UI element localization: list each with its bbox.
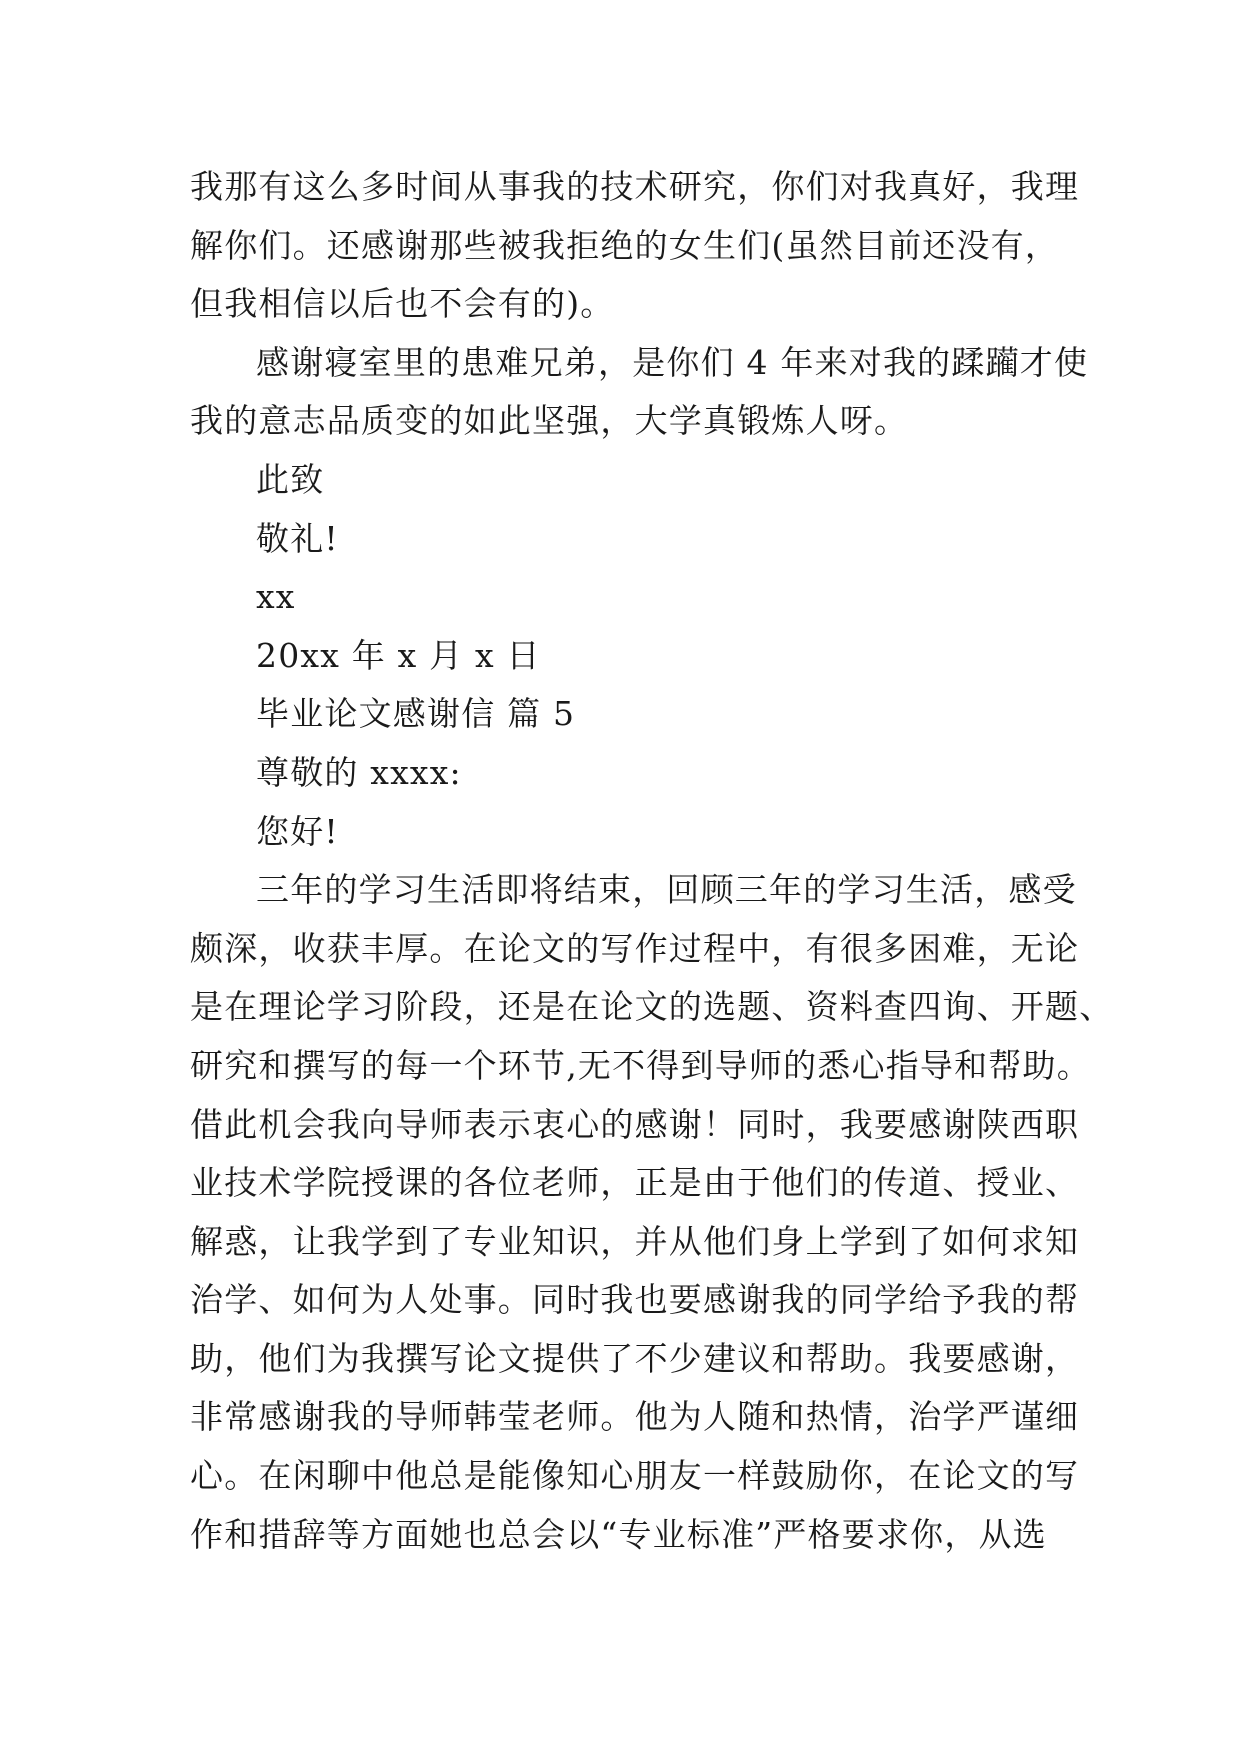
- text-line: 业技术学院授课的各位老师，正是由于他们的传道、授业、: [190, 1163, 1080, 1203]
- text-line: 颇深，收获丰厚。在论文的写作过程中，有很多困难，无论: [190, 928, 1080, 968]
- paragraph-start-line: 三年的学习生活即将结束，回顾三年的学习生活，感受: [256, 870, 1077, 910]
- paragraph-start-line: 感谢寝室里的患难兄弟，是你们 4 年来对我的蹂躏才使: [256, 342, 1089, 382]
- text-line: 但我相信以后也不会有的)。: [190, 284, 615, 324]
- text-line: 解你们。还感谢那些被我拒绝的女生们(虽然目前还没有，: [190, 225, 1060, 265]
- text-line: 心。在闲聊中他总是能像知心朋友一样鼓励你，在论文的写: [190, 1456, 1080, 1496]
- text-line: 我的意志品质变的如此坚强，大学真锻炼人呀。: [190, 401, 909, 441]
- letter-greeting: 尊敬的 xxxx:: [256, 752, 462, 792]
- text-line: 借此机会我向导师表示衷心的感谢！同时，我要感谢陕西职: [190, 1104, 1080, 1144]
- letter-salutation: 您好!: [256, 811, 339, 851]
- text-line: 治学、如何为人处事。同时我也要感谢我的同学给予我的帮: [190, 1280, 1080, 1320]
- text-line: 研究和撰写的每一个环节,无不得到导师的悉心指导和帮助。: [190, 1045, 1091, 1085]
- text-line: 我那有这么多时间从事我的技术研究，你们对我真好，我理: [190, 167, 1080, 206]
- text-line: 解惑，让我学到了专业知识，并从他们身上学到了如何求知: [190, 1221, 1080, 1261]
- closing-regards: 敬礼!: [256, 518, 339, 558]
- text-line: 助，他们为我撰写论文提供了不少建议和帮助。我要感谢，: [190, 1338, 1080, 1378]
- text-line: 是在理论学习阶段，还是在论文的选题、资料查四询、开题、: [190, 987, 1114, 1027]
- closing-salutation: 此致: [256, 459, 325, 499]
- section-heading: 毕业论文感谢信 篇 5: [256, 694, 576, 734]
- signature-date: 20xx 年 x 月 x 日: [256, 635, 541, 675]
- document-body: [190, 158, 1114, 1564]
- text-line: 非常感谢我的导师韩莹老师。他为人随和热情，治学严谨细: [190, 1397, 1080, 1437]
- text-line: 作和措辞等方面她也总会以“专业标准”严格要求你，从选: [190, 1514, 1047, 1554]
- signature-name: xx: [256, 577, 296, 617]
